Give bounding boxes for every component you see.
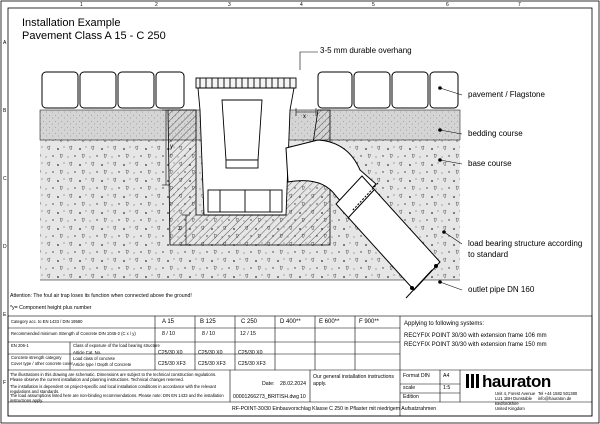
scale-label: scale: [403, 385, 416, 391]
row-cover-a: Cover type / other concrete cover: [11, 361, 73, 366]
label-load-bearing-2: to standard: [468, 250, 509, 259]
label-load-bearing: load bearing structure according: [468, 239, 583, 248]
frame-letter-a: A: [3, 40, 7, 46]
pavers-left: [42, 72, 184, 108]
strength-c250: 12 / 15: [240, 331, 256, 337]
footer-description: RF-POINT-30/30 Einbauvorschlag Klasse C 250 in Pflaster mit niedrigem Aufsatzrahmen: [232, 406, 437, 412]
label-bedding: bedding course: [468, 129, 523, 138]
applying-title: Applying to following systems:: [404, 321, 485, 327]
point-drain-body: [196, 78, 296, 215]
row-strength-label: Recommended minimum Strength of Concrete DIN 1045-2 (C x / y): [11, 331, 136, 336]
brand-address-4: United Kingdom: [495, 406, 525, 411]
frame-letter-b: B: [3, 108, 7, 114]
frame-num-top-6: 6: [446, 2, 449, 8]
row-concrete-b: Article Cat. No.: [73, 350, 102, 355]
brand-logo-text: hauraton: [482, 372, 551, 391]
strength-a15: 8 / 10: [162, 331, 175, 337]
brand-address-1: Unit 4, Forest Avenue: [495, 391, 536, 396]
brand-email: info@hauraton.de: [538, 396, 572, 401]
hauraton-logo-mark: [466, 374, 479, 388]
class-c250: C 250: [241, 319, 258, 325]
pavers-right: [318, 72, 458, 108]
date-value: 28.02.2024: [280, 381, 306, 387]
sheet-number: 10: [300, 394, 306, 400]
row-en206-b: Class of exposure of the load bearing structure: [73, 343, 160, 348]
art1-a15: C25/30 X0: [158, 350, 183, 356]
class-f900: F 900**: [359, 319, 380, 325]
brand-tel: Tel +44 1582 501380: [538, 391, 578, 396]
frame-num-top-3: 3: [228, 2, 231, 8]
frame-num-top-7: 7: [518, 2, 521, 8]
frame-letter-e: E: [3, 312, 7, 318]
edition-label: Edition: [403, 394, 419, 400]
dim-x-label: x: [303, 114, 306, 120]
brand-address-3: Bedfordshire: [495, 401, 519, 406]
art2-c250: C25/30 XF3: [238, 361, 266, 367]
brand-address-2: LU1 1BH Dunstable: [495, 396, 533, 401]
applying-system-1: RECYFIX POINT 30/30 with extension frame 106 mm: [404, 333, 547, 339]
date-label: Date:: [262, 381, 275, 387]
strength-b125: 8 / 10: [202, 331, 215, 337]
class-a15: A 15: [162, 319, 175, 325]
note-component: *y= Component height plus number: [10, 305, 92, 311]
class-d400: D 400**: [280, 319, 301, 325]
row-concrete-c: Load class of concrete: [73, 356, 115, 361]
art1-b125: C25/30 X0: [198, 350, 223, 356]
label-base: base course: [468, 159, 512, 168]
format-label: Format DIN: [403, 373, 430, 379]
frame-num-top-2: 2: [155, 2, 158, 8]
drawing-title-line1: Installation Example: [22, 17, 121, 29]
row-category-label: Category acc. to EN 1433 / DIN 19580: [11, 319, 83, 324]
applying-system-2: RECYFIX POINT 30/30 with extension frame 150 mm: [404, 342, 547, 348]
dim-z-label: z: [178, 226, 181, 232]
art2-a15: C25/30 XF3: [158, 361, 186, 367]
label-outlet: outlet pipe DN 160: [468, 285, 535, 294]
row-cover-b: Article type / Depth of Concrete: [73, 362, 132, 367]
drawing-title-line2: Pavement Class A 15 - C 250: [22, 30, 166, 42]
frame-letter-d: D: [3, 244, 7, 250]
fineprint-2: The installation is dependent on project-specific and local installation conditions in accordance with the relevant regulations and standards.: [10, 384, 217, 395]
frame-letter-f: F: [3, 380, 7, 386]
label-overhang: 3-5 mm durable overhang: [320, 46, 412, 55]
dim-y-label: y: [170, 144, 173, 150]
class-b125: B 125: [200, 319, 216, 325]
frame-num-top-4: 4: [300, 2, 303, 8]
label-pavement: pavement / Flagstone: [468, 90, 545, 99]
frame-letter-c: C: [3, 176, 7, 182]
art1-c250: C25/30 X0: [238, 350, 263, 356]
frame-num-top-1: 1: [80, 2, 83, 8]
class-e600: E 600**: [319, 319, 340, 325]
drawing-number: 00001266273_BRITISH.dwg: [233, 394, 300, 400]
format-value: A4: [443, 373, 450, 379]
note-attention: Attention: The foul air trap loses its function when connected above the ground!: [10, 293, 192, 299]
fineprint-1: The illustrations in this drawing are schematic. Dimensions are subject to the technical construction regulations. Please observe the current installation and planning instructions. Technical changes reserved.: [10, 372, 217, 383]
row-en206-a: EN 206-1: [11, 343, 29, 348]
general-instructions: Our general installation instructions apply.: [313, 374, 395, 387]
row-concrete-a: Concrete strength category: [11, 355, 62, 360]
fineprint-3: The load assumptions listed here are non-binding recommendations. Please note: DIN EN 1433 and the installation instructions apply.: [10, 393, 224, 404]
frame-num-top-5: 5: [372, 2, 375, 8]
scale-value: 1:5: [443, 385, 451, 391]
art2-b125: C25/30 XF3: [198, 361, 226, 367]
